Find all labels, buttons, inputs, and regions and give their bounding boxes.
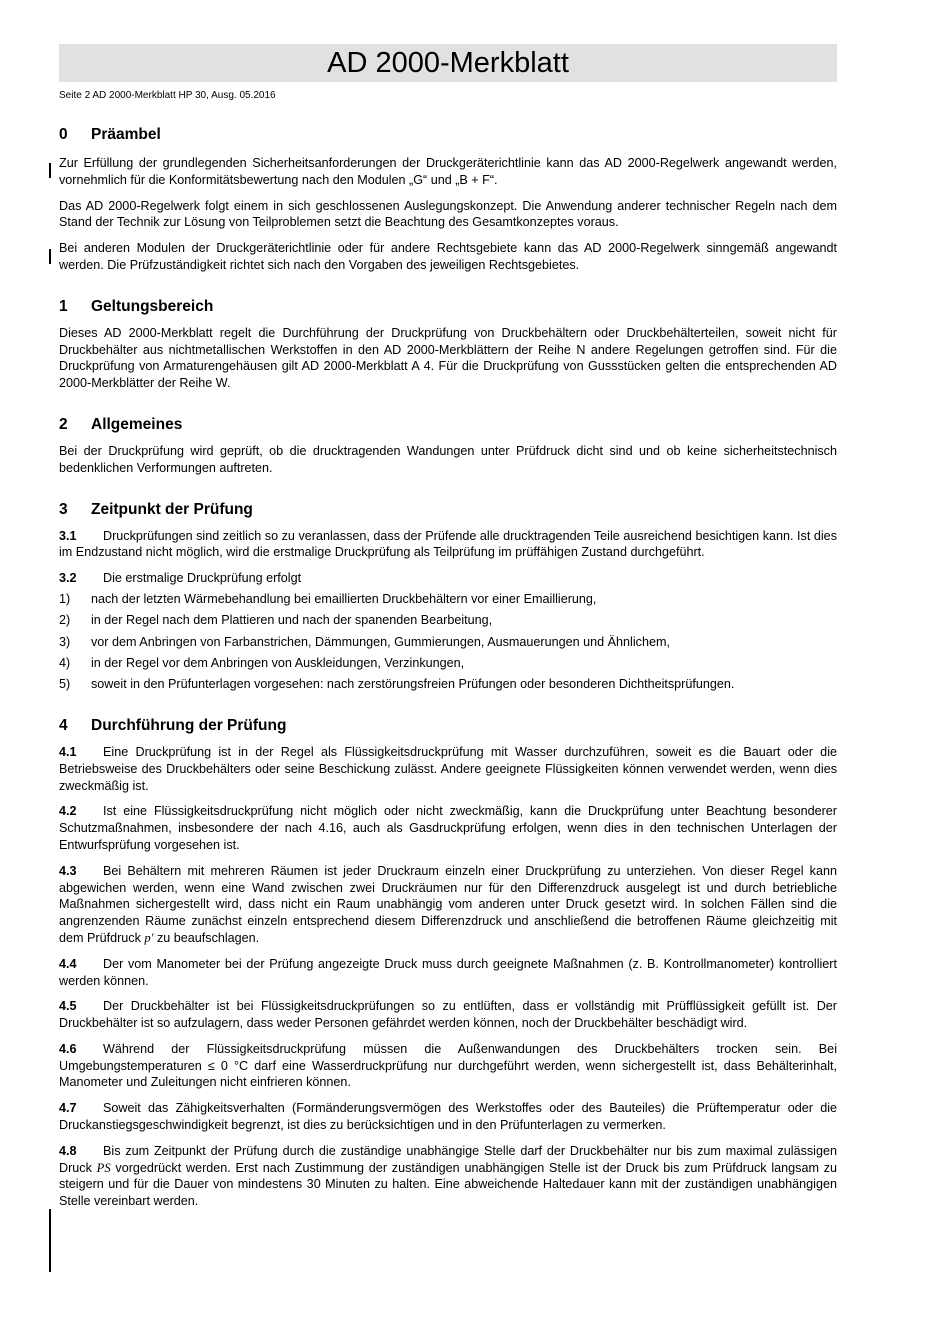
clause-text: Soweit das Zähigkeitsverhalten (Formänderungsvermögen des Werkstoffes oder des Bauteiles) die Prüftemperatur oder die Druckanstiegsgeschwindigkeit begrenzt, ist dies zu berücksichtigen und in den Prüfunterlagen zu vermerken. [59,1101,837,1133]
clause-number: 4.6 [59,1041,77,1056]
list-item-number: 4) [59,655,71,670]
clause-text: Druckprüfungen sind zeitlich so zu veranlassen, dass der Prüfende alle drucktragenden Teile ausreichend besichtigen kann. Ist dies im Endzustand nicht möglich, wird die erstmalige Druckprüfung als Teilprüfung im prüffähigen Zustand durchgeführt. [59,528,837,560]
section-number: 0 [59,126,68,143]
clause-number: 4.2 [59,804,77,819]
clause-4-7 [59,1100,837,1134]
list [59,591,837,693]
section-number: 2 [59,415,68,433]
list-item [59,612,837,629]
clause-number: 3.2 [59,571,77,586]
clause-number: 4.8 [59,1143,77,1158]
section-title: Allgemeines [91,415,183,433]
clause-text: zu beaufschlagen. [156,930,260,945]
running-head: Seite 2 AD 2000-Merkblatt HP 30, Ausg. 05.2016 [59,90,276,101]
paragraph: Dieses AD 2000-Merkblatt regelt die Durchführung der Druckprüfung von Druckbehältern oder Druckbehälterteilen, soweit nicht für Druckbehälter aus nichtmetallischen Werkstoffen in den AD 2000-Merkblättern der Reihe N andere Regelungen getroffen sind. Für die Druckprüfung von Armaturengehäusen gilt AD 2000-Merkblatt A 4. Für die Druckprüfung von Gussstücken gelten die entsprechenden AD 2000-Merkblätter der Reihe W. [59,325,837,391]
list-item-text: in der Regel vor dem Anbringen von Auskleidungen, Verzinkungen, [91,655,465,670]
clause-number: 3.1 [59,528,77,543]
section-heading-4 [59,717,837,735]
clause-number: 4.1 [59,744,77,759]
list-item [59,655,837,672]
test-pressure-symbol: p′ [144,930,154,945]
list-item-text: nach der letzten Wärmebehandlung bei emaillierten Druckbehältern vor einer Emaillierung, [91,591,597,606]
change-bar-preamble-1 [49,163,51,178]
list-item-number: 3) [59,634,71,649]
list-item-text: in der Regel nach dem Plattieren und nach der spanenden Bearbeitung, [91,613,493,628]
paragraph: Bei anderen Modulen der Druckgeräterichtlinie oder für andere Rechtsgebiete kann das AD 2000-Regelwerk sinngemäß angewandt werden. Die Prüfzuständigkeit richtet sich nach den Vorgaben des jeweiligen Rechtsgebietes. [59,241,837,272]
clause-number: 4.5 [59,999,77,1014]
clause-number: 4.3 [59,863,77,878]
section-title: Geltungsbereich [91,297,214,315]
change-bar-4-8 [49,1209,51,1272]
clause-4-5 [59,998,837,1032]
section-heading-3 [59,501,837,519]
document-page [59,44,837,1210]
paragraph: Zur Erfüllung der grundlegenden Sicherheitsanforderungen der Druckgeräterichtlinie kann das AD 2000-Regelwerk angewandt werden, vornehmlich für die Konformitätsbewertung nach den Modulen „G“ und „B + F“. [59,156,837,187]
list-item-number: 5) [59,677,71,692]
section-number: 3 [59,500,68,518]
clause-text: Der vom Manometer bei der Prüfung angezeigte Druck muss durch geeignete Maßnahmen (z. B. Kontrollmanometer) kontrolliert werden können. [59,956,837,988]
section-title: Präambel [91,126,161,143]
section-title: Zeitpunkt der Prüfung [91,500,253,518]
clause-4-3 [59,863,837,947]
max-pressure-symbol: PS [96,1160,111,1175]
clause-3-1 [59,528,837,562]
section-heading-1 [59,298,837,316]
list-item [59,634,837,651]
clause-text: Während der Flüssigkeitsdruckprüfung müssen die Außenwandungen des Druckbehälters trocken sein. Bei Umgebungstemperaturen ≤ 0 °C darf eine Wasserdruckprüfung nur durchgeführt werden, wenn sichergestellt ist, dass Behälterinhalt, Manometer und Zuleitungen nicht einfrieren können. [59,1041,837,1090]
section-heading-2 [59,416,837,434]
paragraph: Das AD 2000-Regelwerk folgt einem in sich geschlossenen Auslegungskonzept. Die Anwendung anderer technischer Regeln nach dem Stand der Technik zur Lösung von Teilproblemen setzt die Beachtung des Gesamtkonzeptes voraus. [59,198,837,230]
list-item [59,591,837,608]
clause-3-2 [59,570,837,587]
section-heading-0 [59,126,837,144]
clause-number: 4.4 [59,956,77,971]
clause-text: Die erstmalige Druckprüfung erfolgt [103,571,302,586]
section-number: 4 [59,716,68,734]
list-item-text: soweit in den Prüfunterlagen vorgesehen: nach zerstörungsfreien Prüfungen oder besonderen Dichtheitsprüfungen. [91,677,735,692]
clause-text: Ist eine Flüssigkeitsdruckprüfung nicht möglich oder nicht zweckmäßig, kann die Druckprüfung unter Beachtung besonderer Schutzmaßnahmen, insbesondere der nach 4.16, auch als Gasdruckprüfung erfolgen, wenn dies in den technischen Unterlagen der Entwurfsprüfung vorgesehen ist. [59,804,837,852]
clause-text: Bei Behältern mit mehreren Räumen ist jeder Druckraum einzeln einer Druckprüfung zu unterziehen. Von dieser Regel kann abgewichen werden, wenn eine Wand zwischen zwei Druckräumen nur für den Differenzdruck ausgelegt ist und durch betriebliche Maßnahmen sichergestellt wird, dass nicht ein Raum unabhängig vom anderen unter Druck gesetzt wird. In solchen Fällen sind die angrenzenden Räume zunächst einzeln entsprechend diesem Differenzdruck und anschließend die betroffenen Räume gleichzeitig mit dem Prüfdruck [59,863,837,945]
clause-text: Bis zum Zeitpunkt der Prüfung durch die zuständige unabhängige Stelle darf der Druckbehälter nur bis zum maximal zulässigen Druck [59,1143,837,1175]
clause-text: Eine Druckprüfung ist in der Regel als Flüssigkeitsdruckprüfung mit Wasser durchzuführen, soweit es die Bauart oder die Betriebsweise des Druckbehälters oder seine Beschickung zulässt. Andere geeignete Flüssigkeiten können verwendet werden, wenn dies zweckmäßig ist. [59,744,837,793]
section-title: Durchführung der Prüfung [91,716,287,734]
clause-4-4 [59,956,837,990]
clause-4-6 [59,1041,837,1091]
list-item-number: 2) [59,613,71,628]
section-number: 1 [59,297,68,315]
document-title: AD 2000-Merkblatt [59,44,837,82]
change-bar-preamble-3 [49,249,51,264]
clause-text: vorgedrückt werden. Erst nach Zustimmung der zuständigen unabhängigen Stelle ist der Druck bis zum Prüfdruck langsam zu steigern und für die Dauer von mindestens 30 Minuten zu halten. Eine abweichende Haltedauer kann mit der zuständigen unabhängigen Stelle vereinbart werden. [59,1160,838,1209]
list-item [59,676,837,693]
list-item-number: 1) [59,591,71,606]
clause-4-8 [59,1143,837,1210]
clause-4-2 [59,803,837,853]
list-item-text: vor dem Anbringen von Farbanstrichen, Dämmungen, Gummierungen, Ausmauerungen und Ähnlichem, [91,634,670,649]
paragraph: Bei der Druckprüfung wird geprüft, ob die drucktragenden Wandungen unter Prüfdruck dicht sind und ob keine sicherheitstechnisch bedenklichen Verformungen auftreten. [59,443,837,475]
clause-text: Der Druckbehälter ist bei Flüssigkeitsdruckprüfungen so zu entlüften, dass er vollständig mit Prüfflüssigkeit gefüllt ist. Der Druckbehälter ist so aufzulagern, dass weder Personen gefährdet werden können, noch der Druckbehälter beschädigt wird. [59,999,837,1031]
clause-4-1 [59,744,837,794]
clause-number: 4.7 [59,1101,77,1116]
